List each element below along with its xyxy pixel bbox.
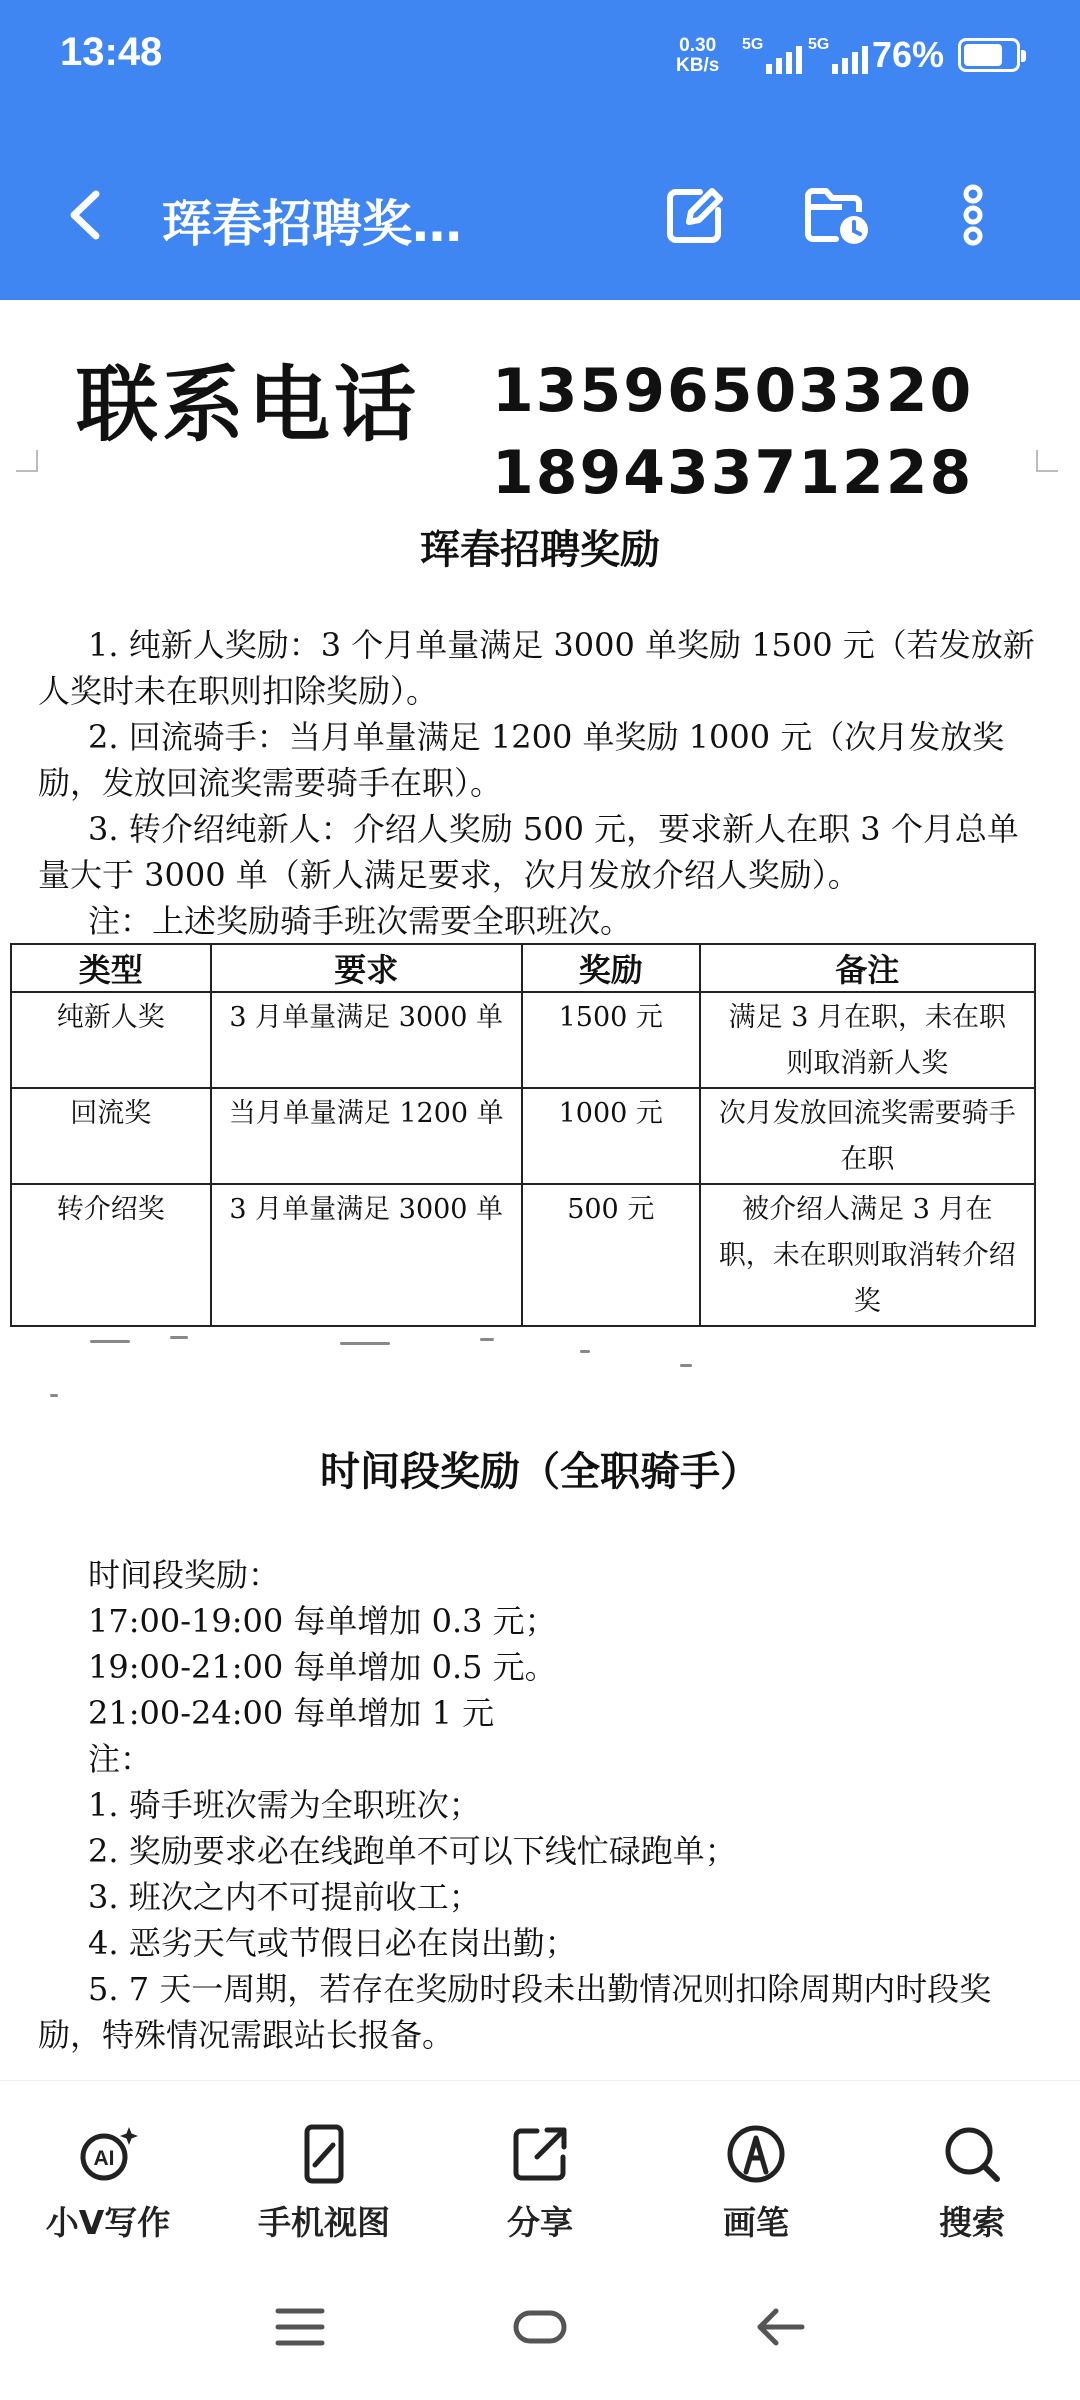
cell-type: 回流奖 — [11, 1088, 211, 1184]
system-nav-bar — [0, 2270, 1080, 2400]
battery-percent: 76% — [872, 34, 945, 75]
svg-text:AI: AI — [93, 2147, 115, 2170]
net-speed: 0.30 KB/s — [676, 35, 720, 76]
app-bar — [0, 160, 1080, 270]
list-item: 1. 骑手班次需为全职班次； — [88, 1786, 481, 1824]
paragraph: 1. 纯新人奖励：3 个月单量满足 3000 单奖励 1500 元（若发放新人奖时未在职则扣除奖励）。 — [38, 626, 1035, 710]
share-icon — [509, 2123, 571, 2185]
cell-requirement: 3 月单量满足 3000 单 — [211, 992, 522, 1088]
more-vertical-icon[interactable] — [940, 182, 1006, 248]
contact-label: 联系电话 — [76, 358, 421, 453]
column-header: 备注 — [700, 944, 1035, 992]
list-item: 17:00-19:00 每单增加 0.3 元； — [88, 1602, 557, 1640]
cell-remark: 满足 3 月在职，未在职则取消新人奖 — [700, 992, 1035, 1088]
signal-icon: 5G — [808, 36, 868, 78]
cell-type: 转介绍奖 — [11, 1184, 211, 1326]
folder-clock-icon[interactable] — [802, 182, 868, 248]
scan-artifact-marks — [60, 1330, 960, 1410]
ai-write-icon — [77, 2123, 139, 2185]
list-item: 时间段奖励： — [88, 1556, 281, 1594]
signal-icon: 5G — [742, 36, 802, 78]
list-item: 注： — [88, 1740, 153, 1778]
table-row — [11, 1184, 1035, 1326]
cell-remark: 次月发放回流奖需要骑手在职 — [700, 1088, 1035, 1184]
cell-remark: 被介绍人满足 3 月在职，未在职则取消转介绍奖 — [700, 1184, 1035, 1326]
table-row — [11, 992, 1035, 1088]
list-item: 19:00-21:00 每单增加 0.5 元。 — [88, 1648, 557, 1686]
search-icon — [941, 2123, 1003, 2185]
menu-icon[interactable] — [274, 2305, 326, 2353]
column-header: 要求 — [211, 944, 522, 992]
cell-requirement: 3 月单量满足 3000 单 — [211, 1184, 522, 1326]
list-item: 3. 班次之内不可提前收工； — [88, 1878, 481, 1916]
paragraph: 3. 转介绍纯新人：介绍人奖励 500 元，要求新人在职 3 个月总单量大于 3000 单（新人满足要求，次月发放介绍人奖励）。 — [38, 810, 1019, 894]
phone-view-button[interactable]: 手机视图 — [224, 2123, 424, 2244]
back-icon[interactable] — [62, 188, 108, 242]
edit-icon[interactable] — [662, 182, 728, 248]
table-row — [11, 1088, 1035, 1184]
section-title: 珲春招聘奖励 — [420, 526, 660, 573]
ai-write-button[interactable]: AI 小V写作 — [8, 2123, 208, 2244]
reward-table — [10, 943, 1036, 1327]
battery-fill — [964, 44, 1002, 66]
cell-reward: 1000 元 — [522, 1088, 700, 1184]
phone-number: 18943371228 — [492, 438, 974, 508]
time-reward-list — [88, 1552, 1048, 1966]
back-nav-icon[interactable] — [754, 2305, 806, 2353]
cell-reward: 1500 元 — [522, 992, 700, 1088]
cell-reward: 500 元 — [522, 1184, 700, 1326]
search-button[interactable]: 搜索 — [872, 2123, 1072, 2244]
list-item: 21:00-24:00 每单增加 1 元 — [88, 1694, 495, 1732]
cell-requirement: 当月单量满足 1200 单 — [211, 1088, 522, 1184]
list-item: 4. 恶劣天气或节假日必在岗出勤； — [88, 1924, 577, 1962]
note: 注：上述奖励骑手班次需要全职班次。 — [88, 902, 633, 940]
clock: 13:48 — [60, 30, 163, 74]
paragraph: 2. 回流骑手：当月单量满足 1200 单奖励 1000 元（次月发放奖励，发放回流奖需要骑手在职）。 — [38, 718, 1005, 802]
phone-view-icon — [293, 2123, 355, 2185]
status-bar — [0, 0, 1080, 115]
table-header-row — [11, 944, 1035, 992]
share-button[interactable]: 分享 — [440, 2123, 640, 2244]
cell-type: 纯新人奖 — [11, 992, 211, 1088]
page-corner-mark — [1036, 450, 1058, 472]
section-title: 时间段奖励（全职骑手） — [320, 1448, 760, 1495]
top-header — [0, 0, 1080, 300]
paragraph: 5. 7 天一周期，若存在奖励时段未出勤情况则扣除周期内时段奖励，特殊情况需跟站长报备。 — [38, 1970, 992, 2054]
column-header: 奖励 — [522, 944, 700, 992]
home-icon[interactable] — [512, 2305, 568, 2353]
phone-number: 13596503320 — [492, 356, 974, 426]
list-item: 2. 奖励要求必在线跑单不可以下线忙碌跑单； — [88, 1832, 737, 1870]
page-corner-mark — [16, 450, 38, 472]
pen-icon — [725, 2123, 787, 2185]
column-header: 类型 — [11, 944, 211, 992]
document-title: 珲春招聘奖… — [162, 195, 462, 253]
battery-icon — [958, 38, 1020, 72]
pen-button[interactable]: 画笔 — [656, 2123, 856, 2244]
document-view[interactable] — [0, 300, 1080, 2080]
